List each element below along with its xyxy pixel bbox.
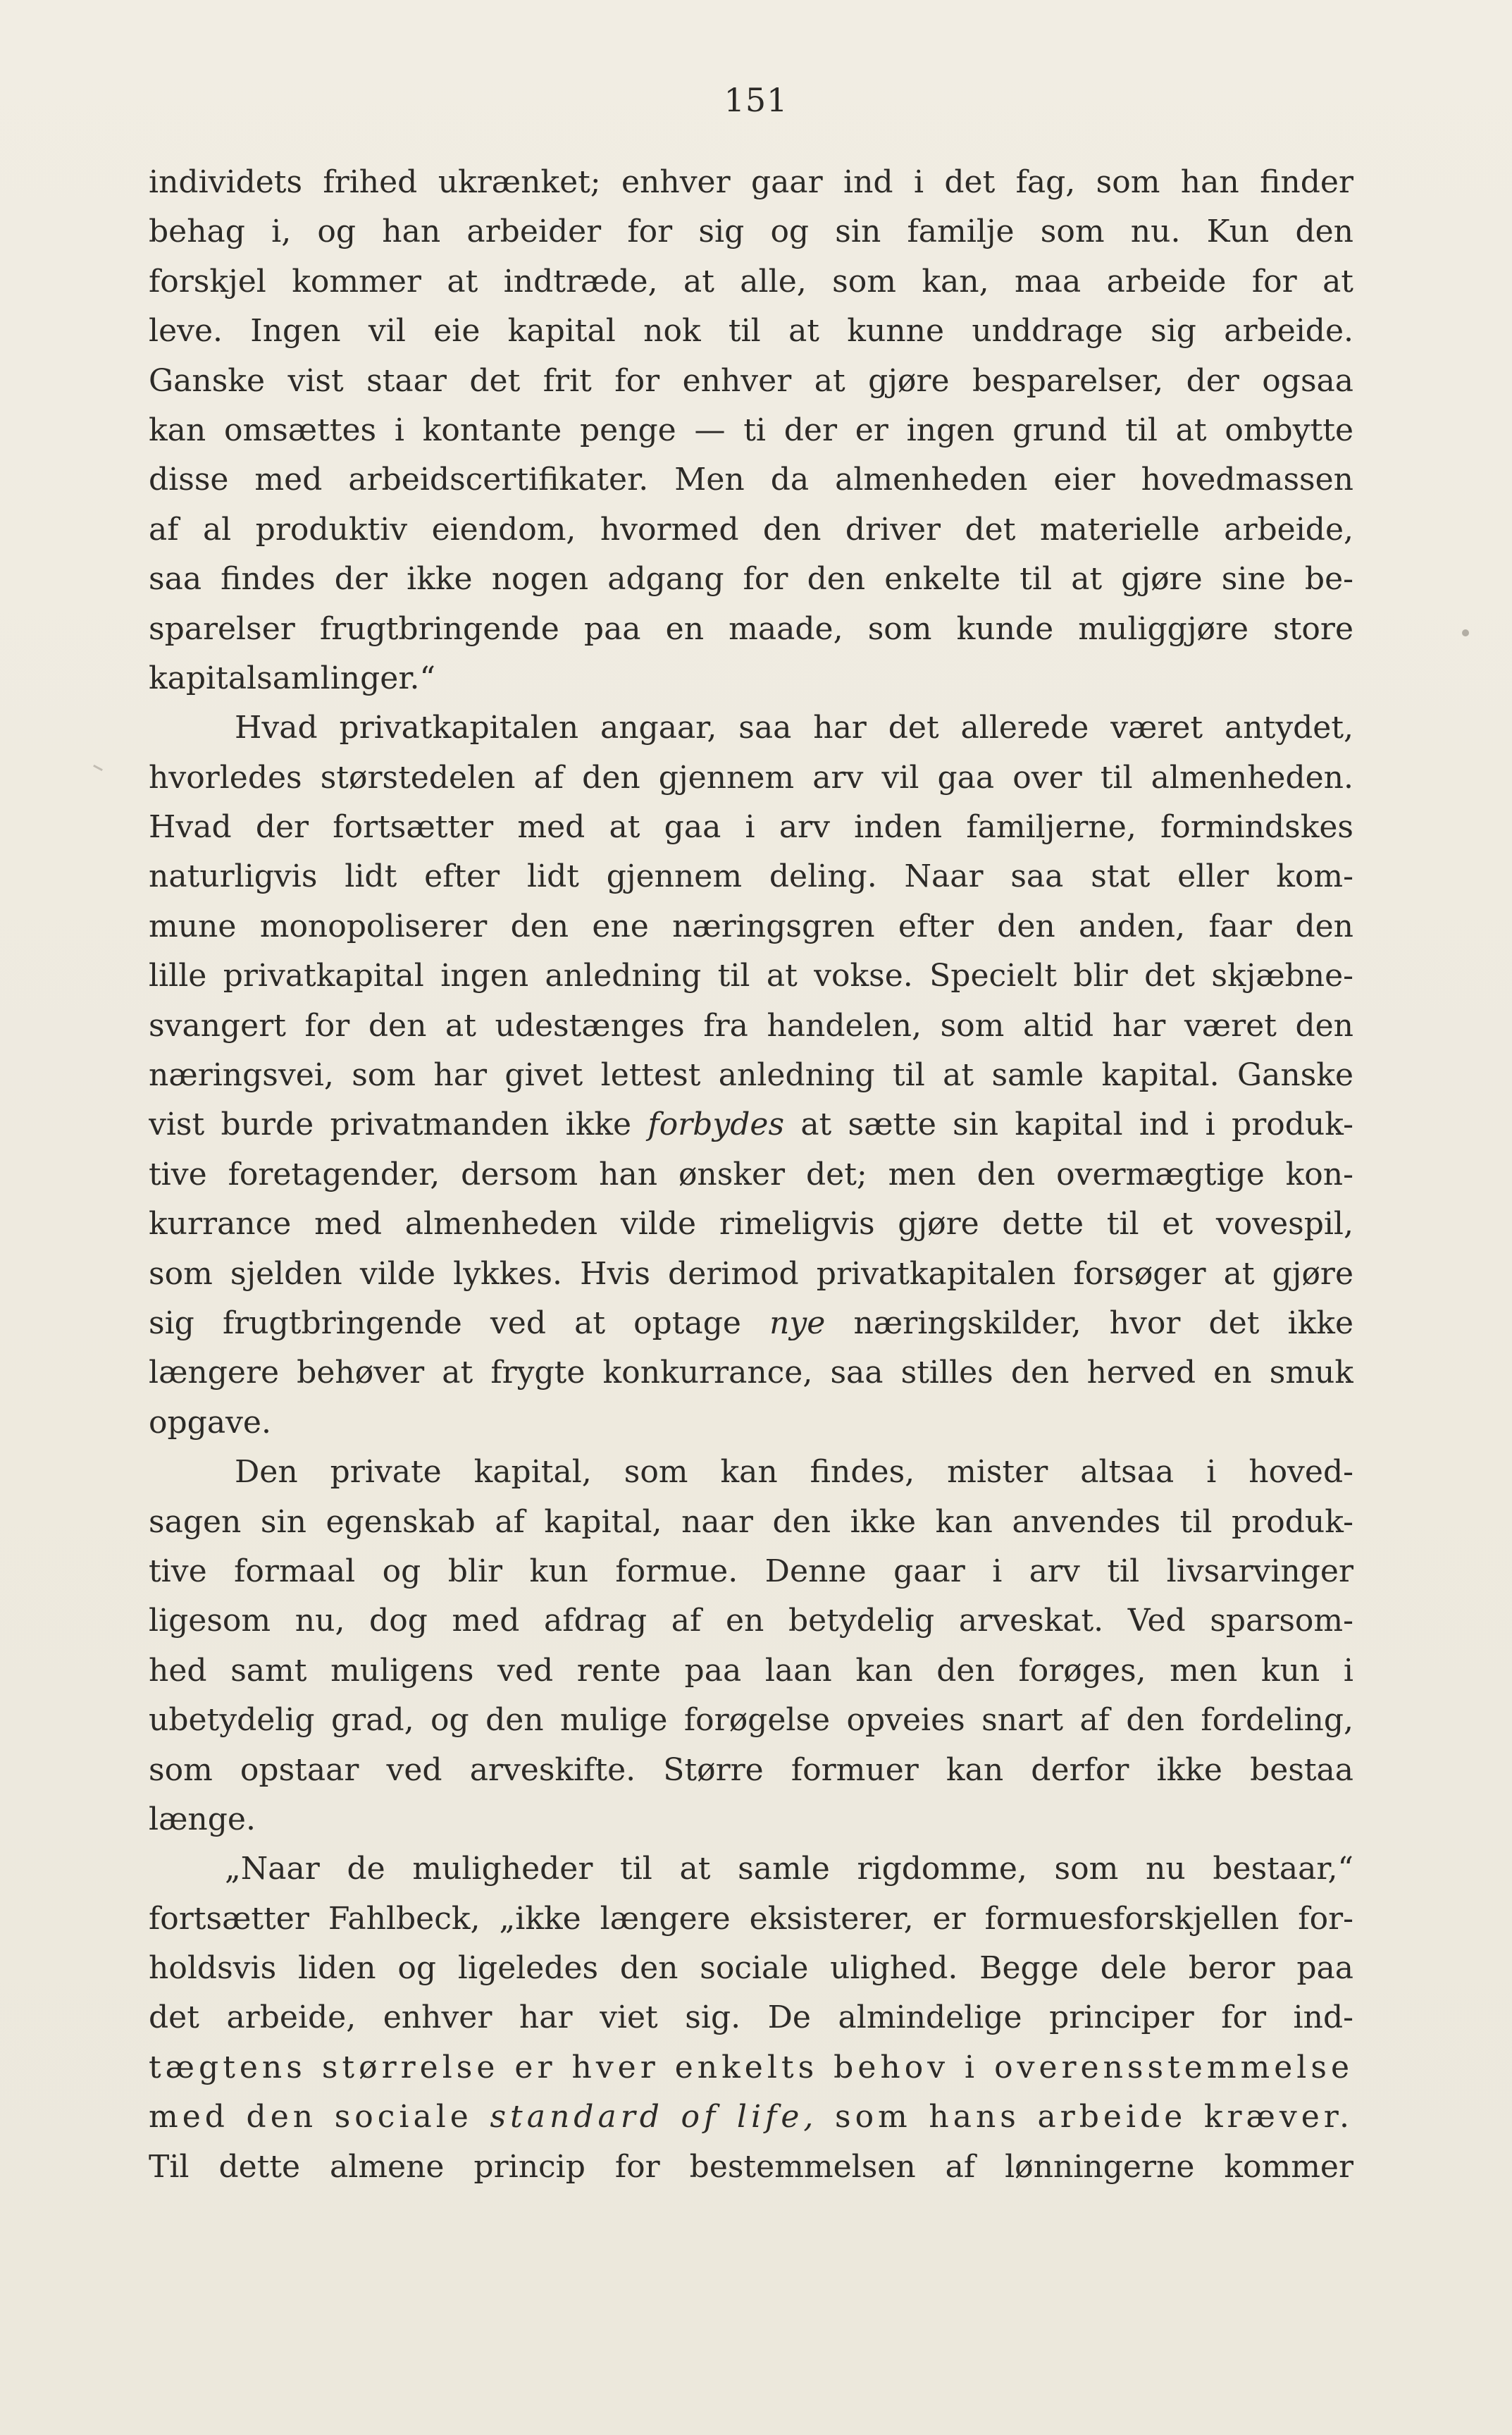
text-segment: sig frugtbringende ved at optage xyxy=(149,1305,741,1341)
text-line: tive formaal og blir kun formue. Denne gaar i arv til livsarvinger xyxy=(149,1553,1353,1589)
margin-mark xyxy=(1462,629,1469,636)
text-line: kapitalsamlinger.“ xyxy=(149,660,436,696)
text-line: leve. Ingen vil eie kapital nok til at kunne unddrage sig arbeide. xyxy=(149,313,1353,350)
text-line: naturligvis lidt efter lidt gjennem deling. Naar saa stat eller kom- xyxy=(149,858,1353,895)
text-line: mune monopoliserer den ene næringsgren efter den anden, faar den xyxy=(149,908,1353,944)
text-line: behag i, og han arbeider for sig og sin familje som nu. Kun den xyxy=(149,214,1353,250)
text-line: sparelser frugtbringende paa en maade, som kunde muliggjøre store xyxy=(149,610,1353,647)
paragraph-start-line: Hvad privatkapitalen angaar, saa har det allerede været antydet, xyxy=(235,710,1353,746)
text-line: saa findes der ikke nogen adgang for den enkelte til at gjøre sine be- xyxy=(149,561,1353,598)
text-line: individets frihed ukrænket; enhver gaar ind i det fag, som han finder xyxy=(149,164,1353,200)
text-line: kan omsættes i kontante penge — ti der er ingen grund til at ombytte xyxy=(149,412,1353,448)
text-line: næringsvei, som har givet lettest anledning til at samle kapital. Ganske xyxy=(149,1057,1353,1094)
text-segment: vist burde privatmanden ikke xyxy=(149,1106,632,1143)
text-line: Til dette almene princip for bestemmelsen af lønningerne kommer xyxy=(149,2148,1353,2185)
text-line: af al produktiv eiendom, hvormed den driver det materielle arbeide, xyxy=(149,511,1353,548)
text-line: holdsvis liden og ligeledes den sociale ulighed. Begge dele beror paa xyxy=(149,1950,1353,1987)
text-line xyxy=(149,1100,1353,1149)
margin-mark xyxy=(93,765,103,771)
body-text xyxy=(149,158,1353,2192)
text-line: som opstaar ved arveskifte. Større formuer kan derfor ikke bestaa xyxy=(149,1751,1353,1788)
text-line-spaced: tægtens størrelse er hver enkelts behov i overensstemmelse xyxy=(149,2049,1353,2085)
paragraph-start-line: Den private kapital, som kan findes, mister altsaa i hoved- xyxy=(235,1454,1353,1491)
paragraph-start-line: „Naar de muligheder til at samle rigdomme, som nu bestaar,“ xyxy=(225,1851,1353,1887)
text-line: længe. xyxy=(149,1801,256,1837)
text-line: længere behøver at frygte konkurrance, saa stilles den herved en smuk xyxy=(149,1355,1353,1391)
text-segment: som hans arbeide kræver. xyxy=(834,2099,1353,2135)
text-line: fortsætter Fahlbeck, „ikke længere eksisterer, er formuesforskjellen for- xyxy=(149,1900,1353,1937)
text-line: svangert for den at udestænges fra handelen, som altid har været den xyxy=(149,1007,1353,1044)
text-line: disse med arbeidscertifikater. Men da almenheden eier hovedmassen xyxy=(149,462,1353,498)
italic-word: forbydes xyxy=(647,1106,785,1143)
text-line: som sjelden vilde lykkes. Hvis derimod privatkapitalen forsøger at gjøre xyxy=(149,1255,1353,1292)
text-line: det arbeide, enhver har viet sig. De almindelige principer for ind- xyxy=(149,1999,1353,2036)
text-segment: næringskilder, hvor det ikke xyxy=(853,1305,1353,1341)
text-line xyxy=(149,1299,1353,1348)
text-line: opgave. xyxy=(149,1404,271,1441)
page-number: 151 xyxy=(724,81,788,119)
text-line: sagen sin egenskab af kapital, naar den ikke kan anvendes til produk- xyxy=(149,1503,1353,1540)
text-line: forskjel kommer at indtræde, at alle, som kan, maa arbeide for at xyxy=(149,263,1353,300)
text-line: tive foretagender, dersom han ønsker det; men den overmægtige kon- xyxy=(149,1156,1353,1192)
text-line: kurrance med almenheden vilde rimeligvis gjøre dette til et vovespil, xyxy=(149,1206,1353,1243)
text-segment: at sætte sin kapital ind i produk- xyxy=(800,1106,1353,1143)
text-segment: med den sociale xyxy=(149,2099,473,2135)
text-line: lille privatkapital ingen anledning til at vokse. Specielt blir det skjæbne- xyxy=(149,958,1353,994)
text-line: Ganske vist staar det frit for enhver at gjøre besparelser, der ogsaa xyxy=(149,362,1353,399)
italic-word: nye xyxy=(769,1305,826,1341)
text-line: Hvad der fortsætter med at gaa i arv inden familjerne, formindskes xyxy=(149,809,1353,846)
italic-phrase: standard of life, xyxy=(490,2099,818,2135)
text-line: ubetydelig grad, og den mulige forøgelse opveies snart af den fordeling, xyxy=(149,1702,1353,1739)
text-line: ligesom nu, dog med afdrag af en betydelig arveskat. Ved sparsom- xyxy=(149,1603,1353,1639)
text-line: hvorledes størstedelen af den gjennem arv vil gaa over til almenheden. xyxy=(149,759,1353,796)
text-line: hed samt muligens ved rente paa laan kan den forøges, men kun i xyxy=(149,1652,1353,1689)
text-line-spaced xyxy=(149,2092,1353,2142)
